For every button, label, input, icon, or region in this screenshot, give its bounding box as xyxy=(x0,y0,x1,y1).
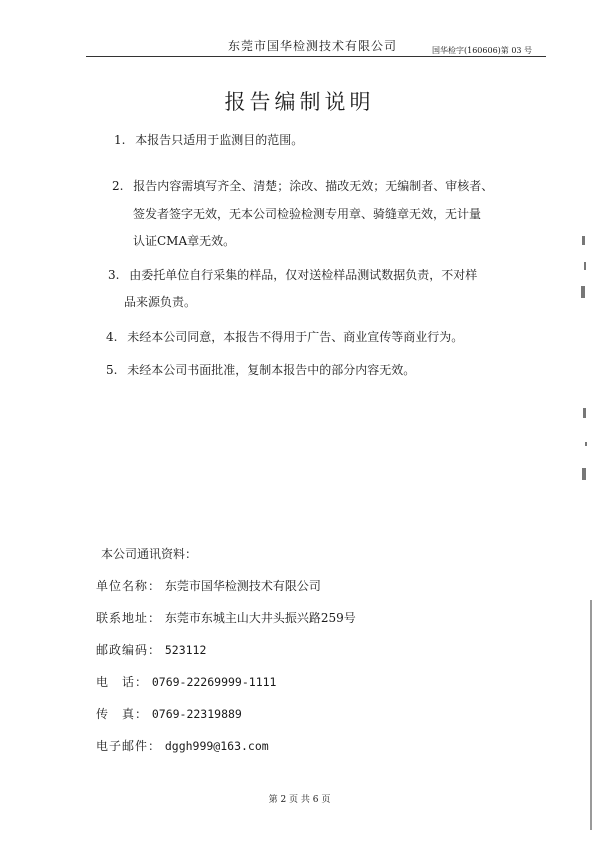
header-divider xyxy=(86,56,546,57)
note-number: 1. xyxy=(114,133,126,147)
contact-email-row xyxy=(96,737,269,754)
note-2 xyxy=(112,177,493,194)
note-4 xyxy=(106,328,463,345)
scan-artifact xyxy=(583,408,586,418)
contact-fax-row xyxy=(96,705,242,722)
note-1 xyxy=(114,131,303,148)
contact-phone-row xyxy=(96,673,276,690)
note-number: 3. xyxy=(108,268,120,282)
note-text: 本报告只适用于监测目的范围。 xyxy=(135,133,304,147)
scan-artifact xyxy=(582,236,585,245)
page-number-footer: 第 2 页 共 6 页 xyxy=(268,795,331,805)
contact-company-row xyxy=(96,577,321,594)
header-company-name: 东莞市国华检测技术有限公司 xyxy=(228,39,398,53)
note-2-line-2: 签发者签字无效，无本公司检验检测专用章、骑缝章无效，无计量 xyxy=(133,207,482,221)
contact-postcode-value: 523112 xyxy=(164,643,207,657)
contact-fax-label: 传 真： xyxy=(96,707,149,721)
scan-artifact xyxy=(582,468,586,480)
contact-email-label: 电子邮件： xyxy=(96,739,162,753)
note-5 xyxy=(106,361,415,378)
note-text: 由委托单位自行采集的样品，仅对送检样品测试数据负责，不对样 xyxy=(129,268,478,282)
note-text: 报告内容需填写齐全、清楚；涂改、描改无效；无编制者、审核者、 xyxy=(133,179,494,193)
scan-artifact xyxy=(581,286,585,298)
contact-fax-value: 0769-22319889 xyxy=(151,707,242,721)
note-2-line-3: 认证CMA章无效。 xyxy=(133,234,236,248)
scan-edge-shadow xyxy=(590,600,592,830)
contact-email-value: dggh999@163.com xyxy=(164,739,269,753)
contact-address-label: 联系地址： xyxy=(96,611,162,625)
contact-phone-value: 0769-22269999-1111 xyxy=(151,675,277,689)
note-text: 未经本公司书面批准，复制本报告中的部分内容无效。 xyxy=(127,363,416,377)
contact-postcode-row xyxy=(96,641,206,658)
note-3 xyxy=(108,266,477,283)
header-report-code: 国华检字(160606)第 03 号 xyxy=(432,46,533,55)
contact-address-value: 东莞市东城主山大井头振兴路259号 xyxy=(164,611,356,625)
page-title: 报告编制说明 xyxy=(224,90,375,114)
contact-company-label: 单位名称： xyxy=(96,579,162,593)
contact-address-row xyxy=(96,609,356,626)
scan-artifact xyxy=(584,262,586,270)
note-number: 5. xyxy=(106,363,118,377)
note-number: 2. xyxy=(112,179,124,193)
contact-phone-label: 电 话： xyxy=(96,675,149,689)
note-text: 未经本公司同意，本报告不得用于广告、商业宣传等商业行为。 xyxy=(127,330,464,344)
contact-company-value: 东莞市国华检测技术有限公司 xyxy=(164,579,321,593)
note-number: 4. xyxy=(106,330,118,344)
contact-postcode-label: 邮政编码： xyxy=(96,643,162,657)
contact-heading: 本公司通讯资料： xyxy=(101,547,198,561)
scan-artifact xyxy=(585,442,587,446)
note-3-line-2: 品来源负责。 xyxy=(124,295,197,309)
